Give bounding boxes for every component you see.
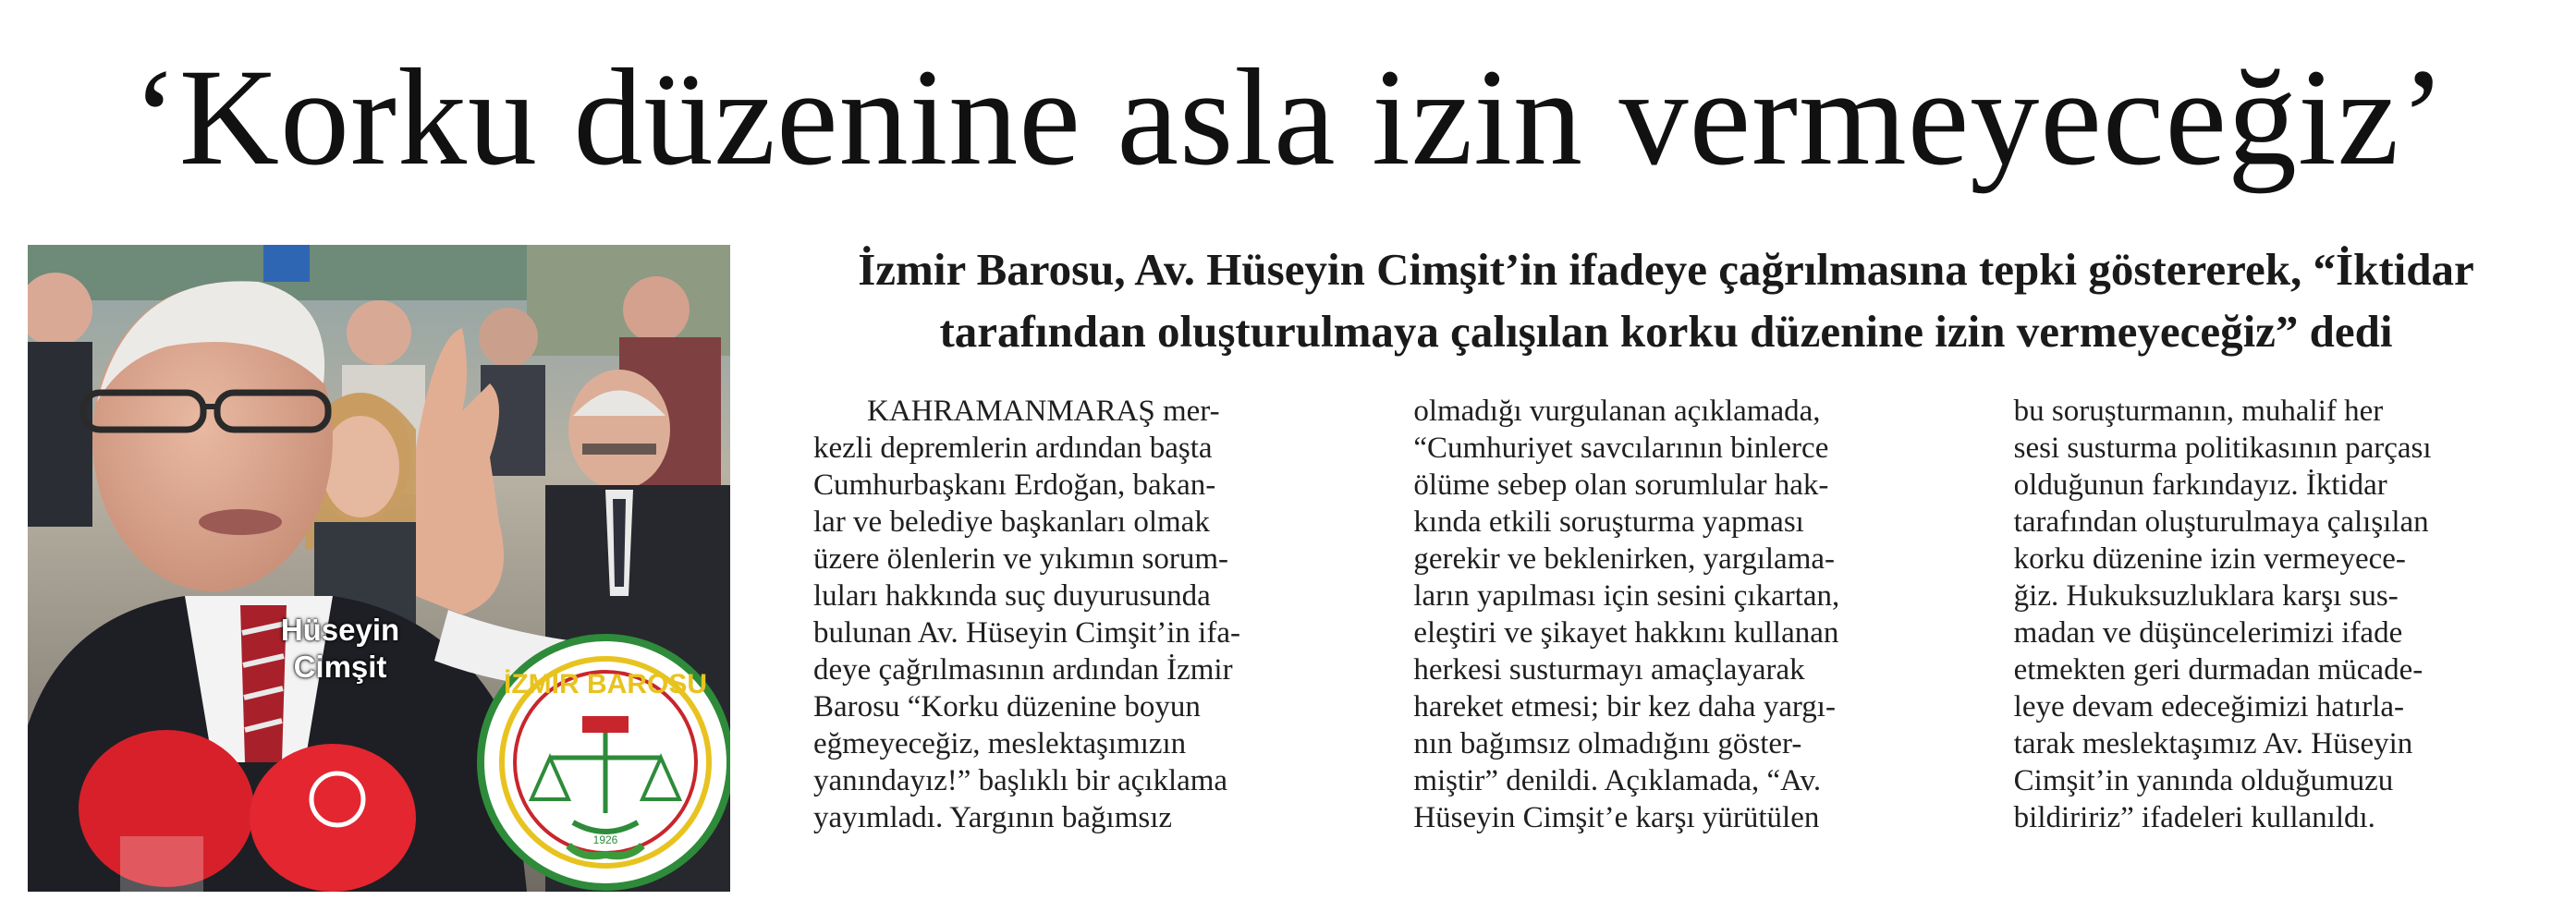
body-line: Hüseyin Cimşit’e karşı yürütülen [1413, 801, 1820, 834]
body-line: bulunan Av. Hüseyin Cimşit’in ifa- [813, 616, 1240, 650]
logo-year: 1926 [592, 833, 618, 846]
body-line: etmekten geri durmadan mücade- [2013, 653, 2423, 687]
body-line: yayımladı. Yargının bağımsız [813, 801, 1173, 834]
body-line: kezli depremlerin ardından başta [813, 432, 1213, 465]
body-line: tarak meslektaşımız Av. Hüseyin [2013, 727, 2413, 760]
headline: ‘Korku düzenine asla izin vermeyeceğiz’ [131, 41, 2448, 194]
deck-line: İzmir Barosu, Av. Hüseyin Cimşit’in ifadeye çağrılmasına tepki göstererek, “İktidar [858, 244, 2474, 295]
body-line: leye devam edeceğimizi hatırla- [2013, 690, 2405, 723]
body-line: tarafından oluşturulmaya çalışılan [2013, 505, 2429, 539]
body-line: lar ve belediye başkanları olmak [813, 505, 1210, 539]
body-line: Cimşit’in yanında olduğumuzu [2013, 764, 2394, 797]
photo-caption-name: Hüseyin Cimşit [280, 613, 400, 684]
body-line: üzere ölenlerin ve yıkımın sorum- [813, 542, 1229, 576]
body-line: KAHRAMANMARAŞ mer- [867, 395, 1220, 428]
body-line: ölüme sebep olan sorumlular hak- [1413, 468, 1829, 502]
body-line: yanındayız!” başlıklı bir açıklama [813, 764, 1228, 797]
body-line: miştir” denildi. Açıklamada, “Av. [1413, 764, 1822, 797]
body-line: madan ve düşüncelerimizi ifade [2013, 616, 2403, 650]
article-photo [28, 245, 730, 892]
body-line: Barosu “Korku düzenine boyun [813, 690, 1201, 723]
body-line: “Cumhuriyet savcılarının binlerce [1413, 432, 1829, 465]
article-column-2 [1413, 393, 1950, 901]
body-line: korku düzenine izin vermeyece- [2013, 542, 2406, 576]
body-line: herkesi susturmayı amaçlayarak [1413, 653, 1805, 687]
body-line: kında etkili soruşturma yapması [1413, 505, 1804, 539]
article-deck [781, 238, 2551, 362]
body-line: ların yapılması için sesini çıkartan, [1413, 579, 1840, 613]
body-line: deye çağrılmasının ardından İzmir [813, 653, 1233, 687]
body-line: luları hakkında suç duyurusunda [813, 579, 1211, 613]
article-body [813, 393, 2551, 901]
body-line: Cumhurbaşkanı Erdoğan, bakan- [813, 468, 1216, 502]
article-column-1 [813, 393, 1350, 901]
body-line: sesi susturma politikasının parçası [2013, 432, 2432, 465]
body-line: gerekir ve beklenirken, yargılama- [1413, 542, 1836, 576]
body-line: olduğunun farkındayız. İktidar [2013, 468, 2387, 502]
logo-text: İZMİR BAROSU [504, 669, 707, 699]
body-line: nın bağımsız olmadığını göster- [1413, 727, 1802, 760]
body-line: bu soruşturmanın, muhalif her [2013, 395, 2384, 428]
izmir-barosu-logo-icon [481, 638, 730, 887]
body-line: ğiz. Hukuksuzluklara karşı sus- [2013, 579, 2399, 613]
body-line: hareket etmesi; bir kez daha yargı- [1413, 690, 1836, 723]
body-line: eleştiri ve şikayet hakkını kullanan [1413, 616, 1839, 650]
body-line: olmadığı vurgulanan açıklamada, [1413, 395, 1821, 428]
body-line: eğmeyeceğiz, meslektaşımızın [813, 727, 1187, 760]
body-line: bildiririz” ifadeleri kullanıldı. [2013, 801, 2375, 834]
article-column-3 [2014, 393, 2551, 901]
deck-line: tarafından oluşturulmaya çalışılan korku düzenine izin vermeyeceğiz” dedi [939, 306, 2393, 357]
